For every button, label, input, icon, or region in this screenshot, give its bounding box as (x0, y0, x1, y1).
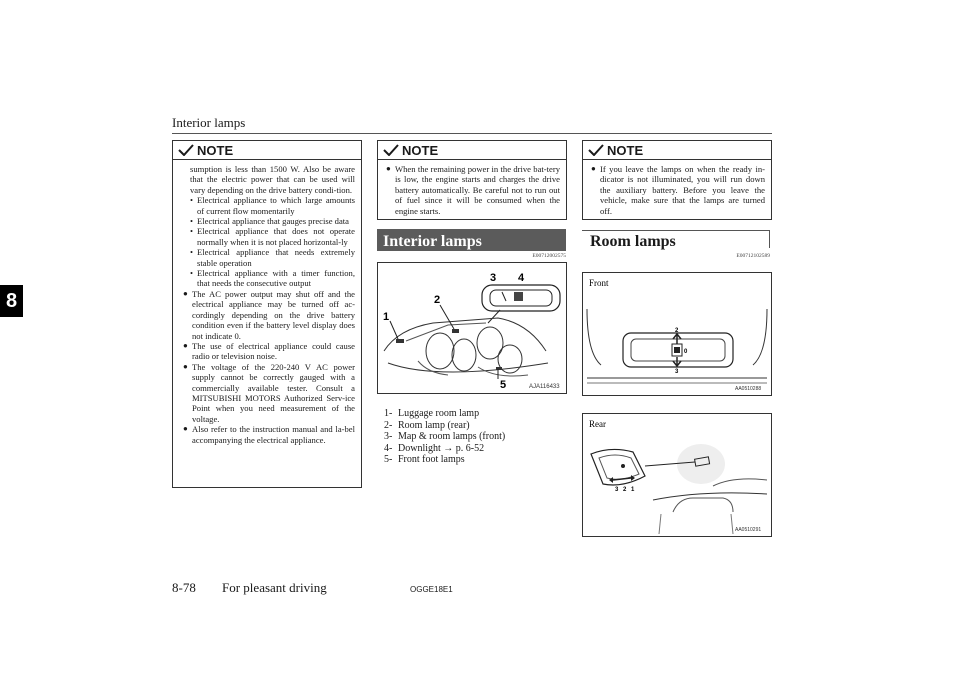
interior-lamps-figure (377, 262, 567, 394)
document-code: OGGE18E1 (410, 585, 453, 594)
room-lamp-rear-figure (582, 413, 772, 537)
list-item: 5- Front foot lamps (384, 454, 465, 466)
callout-3: 3 (490, 272, 497, 284)
chapter-tab: 8 (0, 285, 23, 317)
note-label: NOTE (402, 142, 439, 158)
note-label: NOTE (197, 142, 234, 158)
note-header (173, 141, 361, 160)
running-header: Interior lamps (172, 115, 246, 130)
note-intro: sumption is less than 1500 W. Also be aware that the electric power that can be used will vary depending on the drive battery condi-tion. (190, 164, 355, 195)
note-bullet: ● When the remaining power in the drive bat-tery is low, the engine starts and charges the drive battery automatically. Be careful not to run out of fuel since it will be consumed when the engine starts. (386, 164, 560, 216)
note-box-col3 (582, 140, 772, 220)
callout-1: 1 (383, 311, 390, 323)
callout-2: 2 (434, 294, 441, 306)
note-header (583, 141, 771, 160)
front-mark-0: 0 (684, 349, 688, 355)
note-box-col2 (377, 140, 567, 220)
rear-room-lamp-illustration (583, 414, 771, 536)
figure-id: AA0510288 (735, 386, 762, 392)
list-item: 4- Downlight → p. 6-52 (384, 442, 485, 454)
header-rule (172, 133, 772, 134)
list-item: 1- Luggage room lamp (384, 408, 480, 419)
section-code: E00712102589 (736, 253, 770, 259)
note-subitem: • Electrical appliance with a timer function, that needs the consecutive output (190, 268, 355, 289)
callout-4: 4 (518, 272, 525, 284)
note-bullet: ● If you leave the lamps on when the ready in-dicator is not illuminated, you will run down the auxiliary battery. Before you leave the vehicle, make sure that the lamps are turned off. (591, 164, 765, 216)
front-mark-2: 2 (675, 328, 679, 334)
room-lamp-front-figure (582, 272, 772, 396)
list-item: 3- Map & room lamps (front) (384, 431, 506, 443)
vehicle-interior-illustration (378, 263, 566, 393)
note-pencil-icon (178, 144, 194, 156)
figure-id: AJA116433 (529, 384, 560, 390)
footer-section-title: For pleasant driving (222, 580, 327, 595)
rear-mark-1: 1 (631, 487, 635, 493)
note-box-col1 (172, 140, 362, 488)
note-bullet: ● The voltage of the 220-240 V AC power supply cannot be correctly gauged with a commercially available tester. Consult a MITSUBISHI MOTORS Authorized Serv-ice Point when you need measurement of the voltage. (183, 361, 355, 424)
room-lamps-heading: Room lamps (582, 230, 770, 248)
note-subitem: • Electrical appliance that needs extremely stable operation (190, 247, 355, 268)
list-item: 2- Room lamp (rear) (384, 419, 470, 431)
rear-mark-3: 3 (615, 487, 619, 493)
section-code: E00712002575 (532, 253, 566, 259)
note-subitem: • Electrical appliance that gauges precise data (190, 216, 349, 227)
figure-id: AA0510291 (735, 527, 762, 533)
page-number: 8-78 (172, 580, 196, 595)
front-label: Front (589, 278, 609, 288)
interior-lamps-list (384, 408, 564, 466)
rear-mark-2: 2 (623, 487, 627, 493)
note-bullet: ● The AC power output may shut off and the electrical appliance may be turned off ac-cordingly depending on the drive battery condition even if the battery level display does not indicate 0. (183, 288, 355, 341)
interior-lamps-heading: Interior lamps (377, 229, 566, 251)
note-subitem: • Electrical appliance that does not operate normally when it is not placed horizontal-ly (190, 226, 355, 247)
rear-label: Rear (589, 419, 606, 429)
note-bullet: ● The use of electrical appliance could cause radio or television noise. (183, 340, 355, 362)
front-room-lamp-illustration (583, 273, 771, 395)
front-mark-3: 3 (675, 369, 679, 375)
callout-5: 5 (500, 379, 507, 391)
note-pencil-icon (383, 144, 399, 156)
note-header (378, 141, 566, 160)
note-label: NOTE (607, 142, 644, 158)
note-subitem: • Electrical appliance to which large amounts of current flow momentarily (190, 195, 355, 216)
note-bullet: ● Also refer to the instruction manual and la-bel accompanying the electrical appliance. (183, 424, 355, 445)
note-pencil-icon (588, 144, 604, 156)
